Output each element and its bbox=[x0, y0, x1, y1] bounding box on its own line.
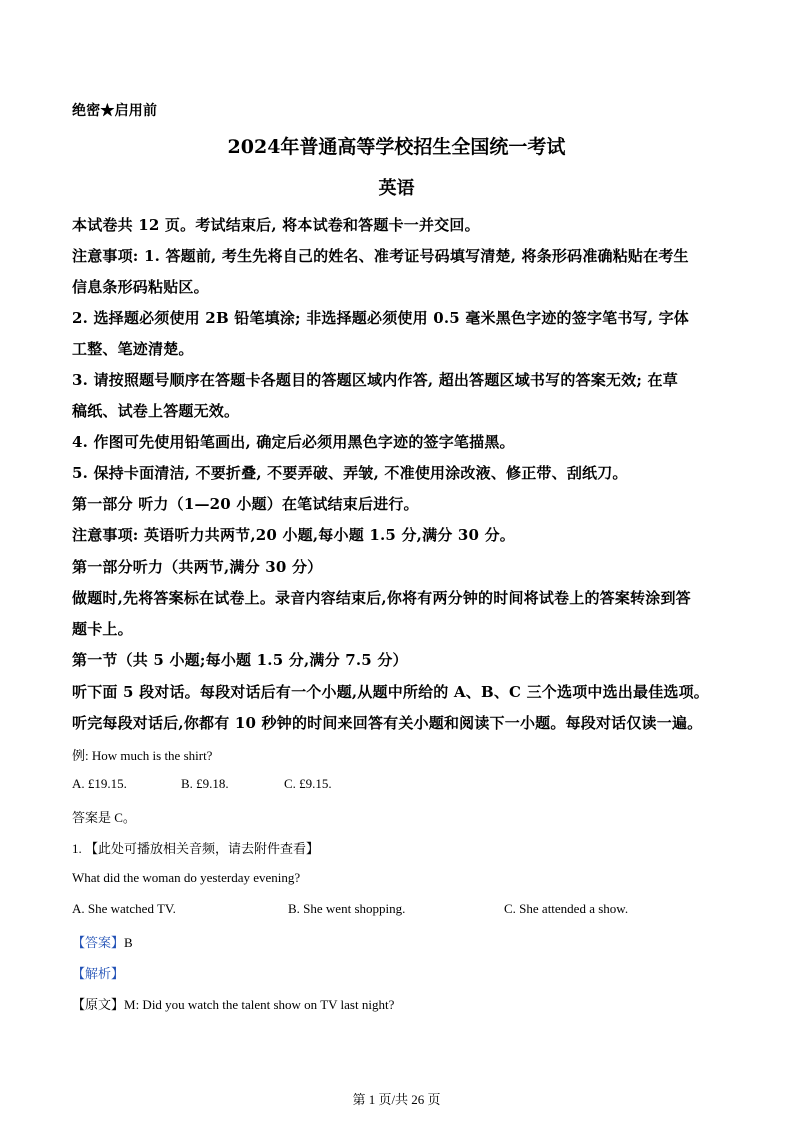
transcript-text: M: Did you watch the talent show on TV last night? bbox=[124, 997, 395, 1012]
section1-direction-a: 听下面 5 段对话。每段对话后有一个小题,从题中所给的 A、B、C 三个选项中选出最佳选项。 bbox=[72, 683, 710, 701]
secrecy-mark: 绝密★启用前 bbox=[72, 103, 158, 119]
page-number: 第 1 页/共 26 页 bbox=[352, 1092, 441, 1107]
part1-note: 注意事项: 英语听力共两节,20 小题,每小题 1.5 分,满分 30 分。 bbox=[72, 526, 515, 544]
note-3a: 3. 请按照题号顺序在答题卡各题目的答题区域内作答, 超出答题区域书写的答案无效; 在草 bbox=[72, 371, 678, 389]
answer-label: 【答案】 bbox=[72, 935, 125, 950]
part1-direction-a: 做题时,先将答案标在试卷上。录音内容结束后,你将有两分钟的时间将试卷上的答案转涂到答 bbox=[72, 589, 691, 607]
analysis-label: 【解析】 bbox=[72, 966, 125, 981]
part1-subheading: 第一部分听力（共两节,满分 30 分） bbox=[72, 558, 323, 576]
subject-title: 英语 bbox=[378, 178, 415, 199]
example-option-c: C. £9.15. bbox=[284, 776, 332, 791]
transcript-label: 【原文】 bbox=[72, 997, 125, 1012]
answer-value: B bbox=[124, 935, 133, 950]
part1-direction-b: 题卡上。 bbox=[72, 620, 133, 638]
note-5: 5. 保持卡面清洁, 不要折叠, 不要弄破、弄皱, 不准使用涂改液、修正带、刮纸刀。 bbox=[72, 464, 628, 482]
note-1b: 信息条形码粘贴区。 bbox=[72, 278, 209, 296]
example-answer: 答案是 C。 bbox=[72, 810, 136, 825]
section1-direction-b: 听完每段对话后,你都有 10 秒钟的时间来回答有关小题和阅读下一小题。每段对话仅读一遍。 bbox=[72, 714, 703, 732]
example-option-a: A. £19.15. bbox=[72, 776, 127, 791]
q1-transcript-line bbox=[72, 994, 394, 1013]
note-2a: 2. 选择题必须使用 2B 铅笔填涂; 非选择题必须使用 0.5 毫米黑色字迹的签字笔书写, 字体 bbox=[72, 309, 689, 327]
q1-option-b: B. She went shopping. bbox=[288, 901, 406, 916]
note-1a: 注意事项: 1. 答题前, 考生先将自己的姓名、准考证号码填写清楚, 将条形码准确粘贴在考生 bbox=[72, 247, 689, 265]
q1-audio-note: 1. 【此处可播放相关音频，请去附件查看】 bbox=[72, 841, 320, 856]
example-question: 例: How much is the shirt? bbox=[72, 748, 213, 763]
note-2b: 工整、笔迹清楚。 bbox=[72, 340, 194, 358]
intro-line: 本试卷共 12 页。考试结束后, 将本试卷和答题卡一并交回。 bbox=[72, 216, 480, 234]
section1-heading: 第一节（共 5 小题;每小题 1.5 分,满分 7.5 分） bbox=[72, 651, 408, 669]
part1-heading: 第一部分 听力（1—20 小题）在笔试结束后进行。 bbox=[72, 495, 419, 513]
q1-option-a: A. She watched TV. bbox=[72, 901, 176, 916]
q1-answer-line bbox=[72, 932, 133, 951]
q1-question: What did the woman do yesterday evening? bbox=[72, 870, 301, 885]
exam-title: 2024年普通高等学校招生全国统一考试 bbox=[227, 136, 566, 158]
note-4: 4. 作图可先使用铅笔画出, 确定后必须用黑色字迹的签字笔描黑。 bbox=[72, 433, 515, 451]
q1-option-c: C. She attended a show. bbox=[504, 901, 629, 916]
note-3b: 稿纸、试卷上答题无效。 bbox=[72, 402, 240, 420]
q1-analysis-line bbox=[72, 963, 124, 982]
example-option-b: B. £9.18. bbox=[181, 776, 229, 791]
